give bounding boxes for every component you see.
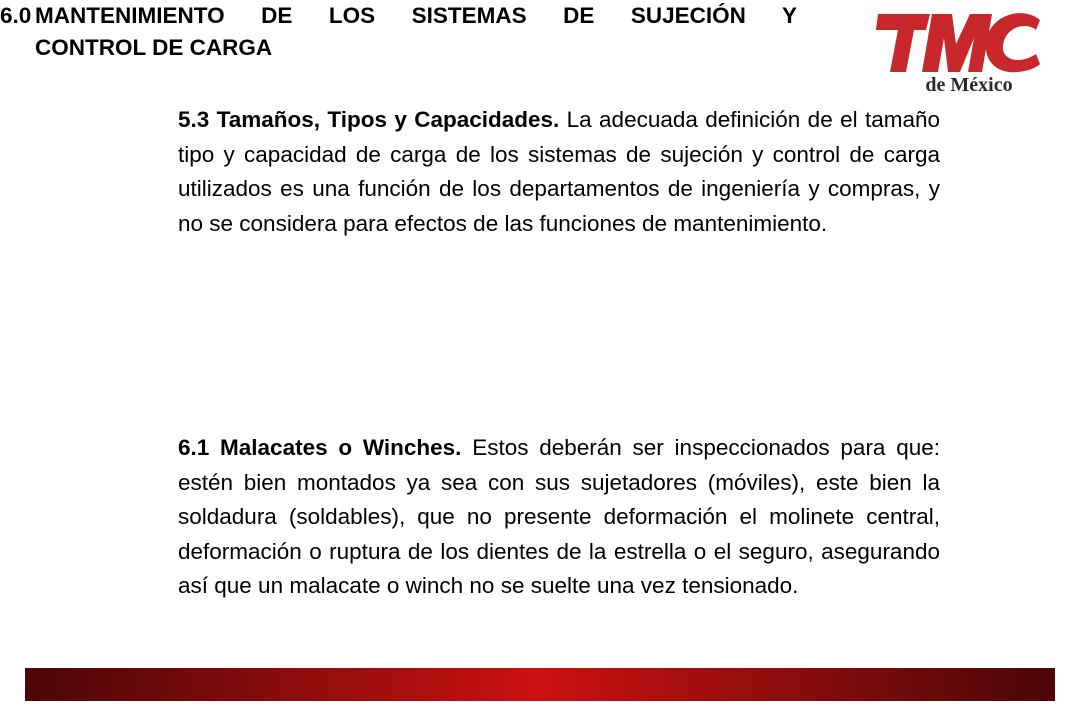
- section-6-1-body: Estos deberán ser inspeccionados para que: estén bien montados ya sea con sus sujetadores (móviles), este bien la soldadura (soldables), que no presente deformación el molinete central, deformación o ruptura de los dientes de la estrella o el seguro, asegurando así que un malacate o winch no se suelte una vez tensionado.: [178, 435, 940, 598]
- section-6-0-title-line1: MANTENIMIENTO DE LOS SISTEMAS DE SUJECIÓN Y: [35, 3, 797, 28]
- section-5-3-heading: 5.3 Tamaños, Tipos y Capacidades.: [178, 107, 560, 132]
- section-5-3-body: La adecuada definición de el tamaño tipo y capacidad de carga de los sistemas de sujeción y control de carga utilizados es una función de los departamentos de ingeniería y compras, y no se considera para efectos de las funciones de mantenimiento.: [178, 107, 941, 236]
- section-6-0-heading: [0, 0, 797, 64]
- logo-subtitle: de México: [925, 74, 1013, 96]
- section-6-0-number: 6.0: [0, 3, 32, 28]
- section-6-1-paragraph: [178, 431, 940, 604]
- footer-bar: [25, 668, 1055, 701]
- section-6-0-line1: [0, 0, 797, 32]
- section-6-1-heading: 6.1 Malacates o Winches.: [178, 435, 462, 460]
- section-6-0-title-line2: CONTROL DE CARGA: [35, 35, 273, 60]
- section-5-3-paragraph: [178, 103, 940, 241]
- tmc-logo-mark: [876, 10, 1044, 76]
